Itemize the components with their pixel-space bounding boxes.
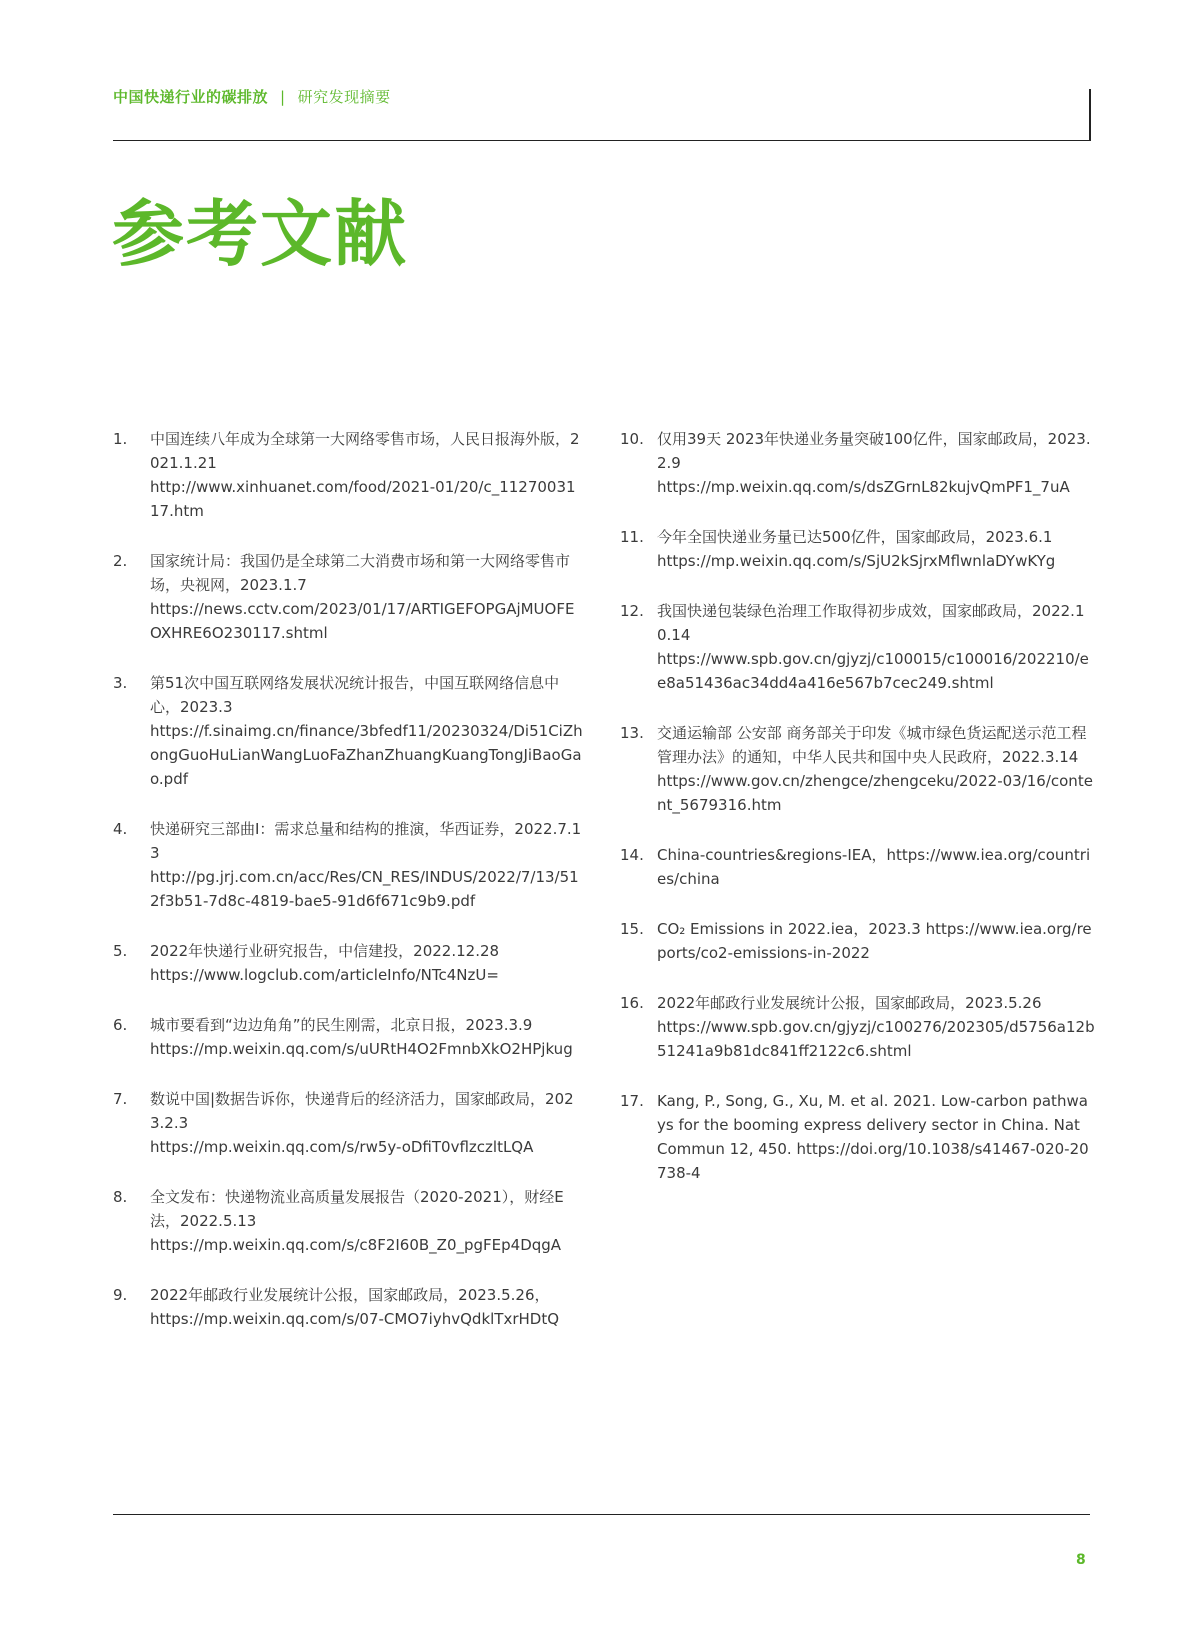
- reference-title: 2022年邮政行业发展统计公报，国家邮政局，2023.5.26，: [150, 1286, 550, 1304]
- reference-item: [113, 427, 583, 523]
- reference-body: [150, 1185, 583, 1257]
- section-name: 研究发现摘要: [297, 88, 391, 106]
- header-horizontal-rule: [113, 140, 1091, 141]
- reference-body: [657, 991, 1095, 1063]
- reference-title: Kang, P., Song, G., Xu, M. et al. 2021. Low-carbon pathways for the booming express delivery sector in China. Nat Commun 12, 450. https://doi.org/10.1038/s41467-020-20738-4: [657, 1092, 1089, 1182]
- reference-item: [113, 817, 583, 913]
- reference-url[interactable]: http://pg.jrj.com.cn/acc/Res/CN_RES/INDUS/2022/7/13/512f3b51-7d8c-4819-bae5-91d6f671c9b9.pdf: [150, 868, 579, 910]
- reference-title: 中国连续八年成为全球第一大网络零售市场，人民日报海外版，2021.1.21: [150, 430, 580, 472]
- reference-url[interactable]: https://mp.weixin.qq.com/s/uURtH4O2FmnbXkO2HPjkug: [150, 1040, 573, 1058]
- reference-item: [113, 1087, 583, 1159]
- reference-body: [657, 917, 1095, 965]
- document-title: 中国快递行业的碳排放: [113, 88, 269, 106]
- reference-title: CO₂ Emissions in 2022.iea，2023.3 https://www.iea.org/reports/co2-emissions-in-2022: [657, 920, 1092, 962]
- reference-url[interactable]: https://f.sinaimg.cn/finance/3bfedf11/20230324/Di51CiZhongGuoHuLianWangLuoFaZhanZhuangKuangTongJiBaoGao.pdf: [150, 722, 583, 788]
- reference-number: 17.: [620, 1092, 644, 1110]
- references-right-column: [620, 427, 1095, 1211]
- reference-title: 全文发布：快递物流业高质量发展报告（2020-2021），财经E法，2022.5.13: [150, 1188, 564, 1230]
- reference-number: 8.: [113, 1188, 128, 1206]
- page-number: 8: [1076, 1552, 1086, 1568]
- reference-title: 今年全国快递业务量已达500亿件，国家邮政局，2023.6.1: [657, 528, 1053, 546]
- reference-url[interactable]: https://news.cctv.com/2023/01/17/ARTIGEFOPGAjMUOFEOXHRE6O230117.shtml: [150, 600, 575, 642]
- reference-url[interactable]: http://www.xinhuanet.com/food/2021-01/20/c_1127003117.htm: [150, 478, 576, 520]
- reference-item: [620, 721, 1095, 817]
- reference-body: [657, 1089, 1095, 1185]
- reference-item: [113, 671, 583, 791]
- reference-number: 1.: [113, 430, 128, 448]
- reference-number: 11.: [620, 528, 644, 546]
- reference-body: [150, 1013, 583, 1061]
- reference-item: [620, 1089, 1095, 1185]
- footer-rule: [113, 1514, 1090, 1515]
- reference-body: [150, 549, 583, 645]
- reference-number: 9.: [113, 1286, 128, 1304]
- reference-title: 2022年邮政行业发展统计公报，国家邮政局，2023.5.26: [657, 994, 1042, 1012]
- reference-body: [150, 939, 583, 987]
- reference-item: [620, 525, 1095, 573]
- reference-title: 城市要看到“边边角角”的民生刚需，北京日报，2023.3.9: [150, 1016, 533, 1034]
- running-header: [113, 86, 391, 107]
- reference-number: 10.: [620, 430, 644, 448]
- reference-number: 13.: [620, 724, 644, 742]
- reference-title: 2022年快递行业研究报告，中信建投，2022.12.28: [150, 942, 500, 960]
- reference-number: 14.: [620, 846, 644, 864]
- reference-item: [113, 1283, 583, 1331]
- reference-item: [113, 1013, 583, 1061]
- reference-item: [620, 427, 1095, 499]
- reference-body: [657, 843, 1095, 891]
- reference-body: [150, 427, 583, 523]
- reference-body: [657, 427, 1095, 499]
- references-left-column: [113, 427, 583, 1357]
- reference-title: 我国快递包装绿色治理工作取得初步成效，国家邮政局，2022.10.14: [657, 602, 1085, 644]
- reference-url[interactable]: https://www.spb.gov.cn/gjyzj/c100015/c100016/202210/ee8a51436ac34dd4a416e567b7cec249.shtml: [657, 650, 1089, 692]
- reference-number: 2.: [113, 552, 128, 570]
- page-title: 参考文献: [112, 192, 409, 276]
- reference-url[interactable]: https://www.gov.cn/zhengce/zhengceku/2022-03/16/content_5679316.htm: [657, 772, 1093, 814]
- reference-url[interactable]: https://mp.weixin.qq.com/s/07-CMO7iyhvQdklTxrHDtQ: [150, 1310, 560, 1328]
- reference-url[interactable]: https://mp.weixin.qq.com/s/dsZGrnL82kujvQmPF1_7uA: [657, 478, 1070, 496]
- reference-item: [620, 843, 1095, 891]
- reference-body: [150, 1283, 583, 1331]
- reference-number: 6.: [113, 1016, 128, 1034]
- reference-url[interactable]: https://mp.weixin.qq.com/s/rw5y-oDfiT0vflzczltLQA: [150, 1138, 534, 1156]
- header-separator: |: [280, 87, 286, 106]
- reference-item: [113, 939, 583, 987]
- reference-url[interactable]: https://www.logclub.com/articleInfo/NTc4NzU=: [150, 966, 499, 984]
- reference-url[interactable]: https://mp.weixin.qq.com/s/SjU2kSjrxMflwnlaDYwKYg: [657, 552, 1056, 570]
- reference-number: 4.: [113, 820, 128, 838]
- reference-item: [113, 1185, 583, 1257]
- reference-body: [150, 817, 583, 913]
- reference-body: [150, 1087, 583, 1159]
- reference-item: [620, 917, 1095, 965]
- reference-number: 12.: [620, 602, 644, 620]
- reference-body: [657, 721, 1095, 817]
- reference-url[interactable]: https://mp.weixin.qq.com/s/c8F2I60B_Z0_pgFEp4DqgA: [150, 1236, 562, 1254]
- reference-item: [620, 991, 1095, 1063]
- reference-number: 15.: [620, 920, 644, 938]
- reference-number: 7.: [113, 1090, 128, 1108]
- reference-number: 16.: [620, 994, 644, 1012]
- reference-title: 数说中国|数据告诉你，快递背后的经济活力，国家邮政局，2023.2.3: [150, 1090, 574, 1132]
- reference-body: [150, 671, 583, 791]
- reference-body: [657, 525, 1095, 573]
- reference-body: [657, 599, 1095, 695]
- header-vertical-rule: [1089, 89, 1091, 141]
- reference-title: 交通运输部 公安部 商务部关于印发《城市绿色货运配送示范工程管理办法》的通知，中华人民共和国中央人民政府，2022.3.14: [657, 724, 1087, 766]
- reference-number: 3.: [113, 674, 128, 692]
- reference-title: 第51次中国互联网络发展状况统计报告，中国互联网络信息中心，2023.3: [150, 674, 560, 716]
- reference-title: 快递研究三部曲I：需求总量和结构的推演，华西证券，2022.7.13: [150, 820, 582, 862]
- reference-number: 5.: [113, 942, 128, 960]
- reference-item: [113, 549, 583, 645]
- reference-title: China-countries&regions-IEA，https://www.iea.org/countries/china: [657, 846, 1091, 888]
- reference-url[interactable]: https://www.spb.gov.cn/gjyzj/c100276/202305/d5756a12b51241a9b81dc841ff2122c6.shtml: [657, 1018, 1095, 1060]
- reference-item: [620, 599, 1095, 695]
- reference-title: 仅用39天 2023年快递业务量突破100亿件，国家邮政局，2023.2.9: [657, 430, 1091, 472]
- reference-title: 国家统计局：我国仍是全球第二大消费市场和第一大网络零售市场，央视网，2023.1.7: [150, 552, 571, 594]
